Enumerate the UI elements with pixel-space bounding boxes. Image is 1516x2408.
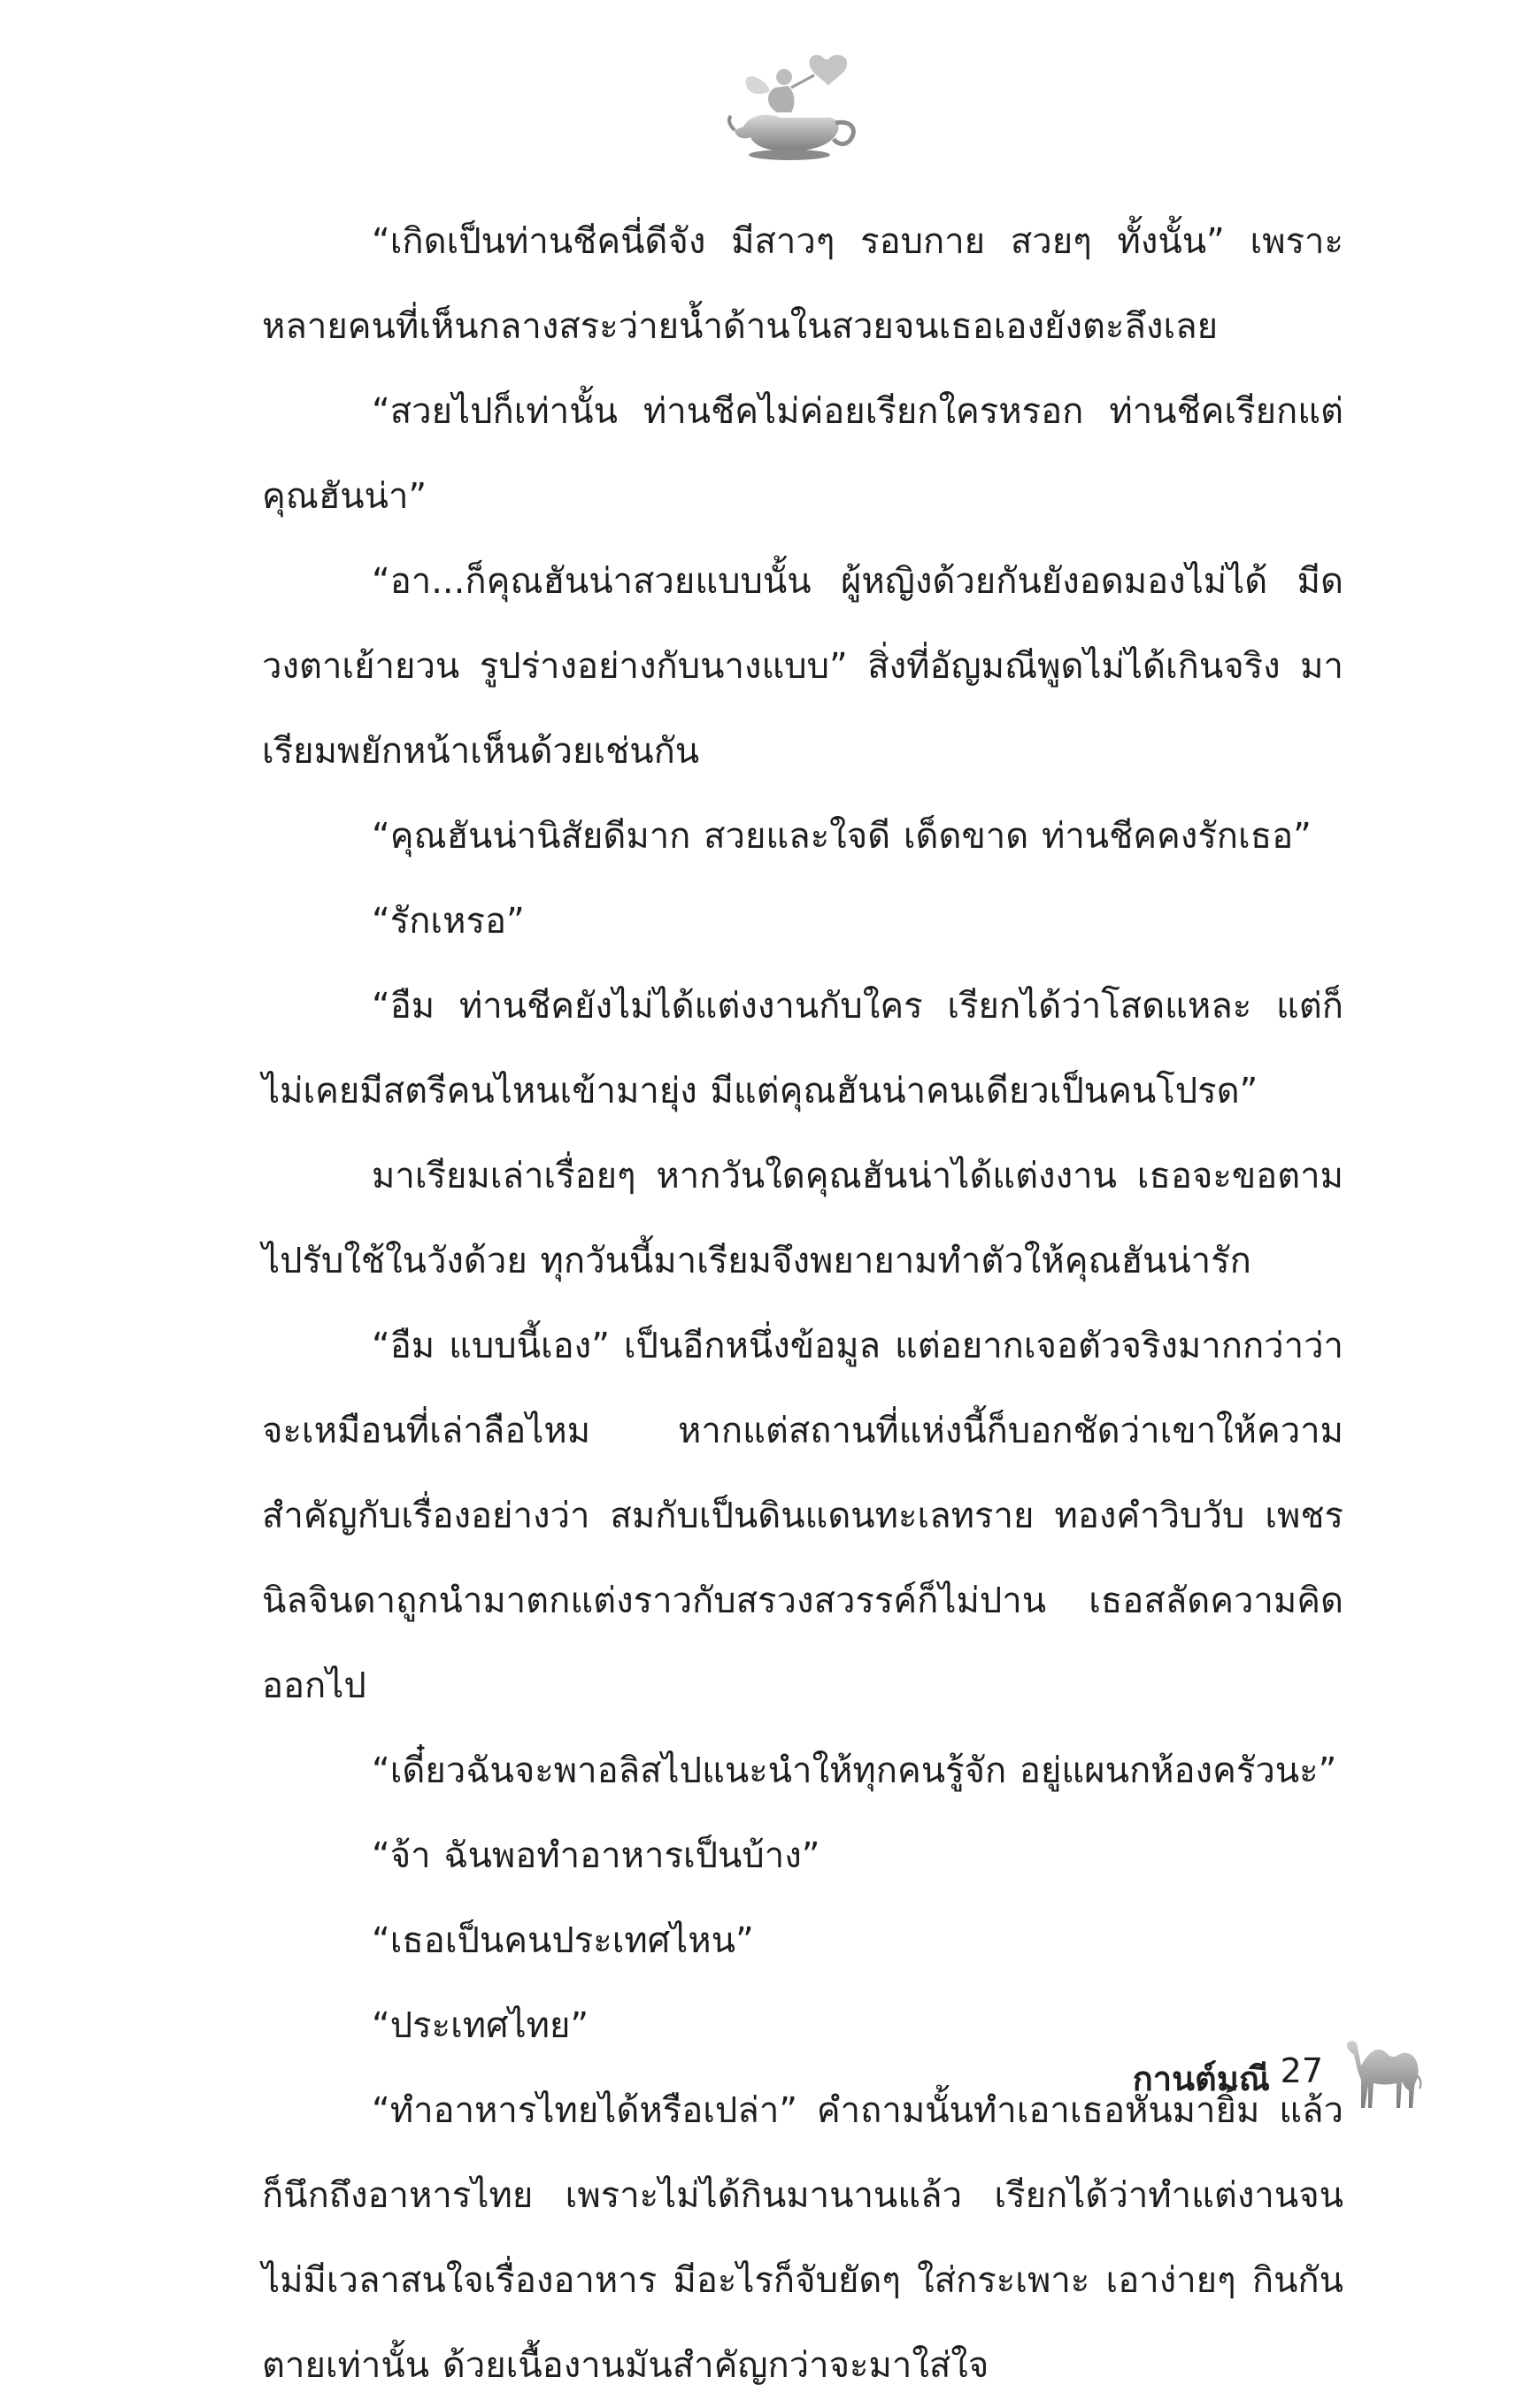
paragraph-10: “จ้า ฉันพอทำอาหารเป็นบ้าง” bbox=[372, 1835, 820, 1876]
paragraph-5: “รักเหรอ” bbox=[372, 901, 525, 942]
page-footer bbox=[965, 2027, 1425, 2124]
paragraph-3: “อา...ก็คุณฮันน่าสวยแบบนั้น ผู้หญิงด้วยกันยังอดมองไม่ได้ มีดวงตาเย้ายวน รูปร่างอย่างกับนางแบบ” สิ่งที่อัญมณีพูดไม่ได้เกินจริง มาเรียมพยักหน้าเห็นด้วยเช่นกัน bbox=[262, 561, 1343, 772]
book-title: กานต์มณี bbox=[1132, 2059, 1270, 2098]
paragraph-2: “สวยไปก็เท่านั้น ท่านชีคไม่ค่อยเรียกใครหรอก ท่านชีคเรียกแต่คุณฮันน่า” bbox=[262, 391, 1343, 517]
paragraph-11: “เธอเป็นคนประเทศไหน” bbox=[372, 1920, 754, 1961]
paragraph-4: “คุณฮันน่านิสัยดีมาก สวยและใจดี เด็ดขาด ท่านชีคคงรักเธอ” bbox=[372, 816, 1312, 857]
camel-icon bbox=[1336, 2027, 1425, 2115]
paragraph-13: “ทำอาหารไทยได้หรือเปล่า” คำถามนั้นทำเอาเธอหันมายิ้ม แล้วก็นึกถึงอาหารไทย เพราะไม่ได้กินมานานแล้ว เรียกได้ว่าทำแต่งานจนไม่มีเวลาสนใจเรื่องอาหาร มีอะไรก็จับยัดๆ ใส่กระเพาะ เอาง่ายๆ กินกันตายเท่านั้น ด้วยเนื้องานมันสำคัญกว่าจะมาใส่ใจ bbox=[262, 2090, 1343, 2386]
paragraph-8: “อืม แบบนี้เอง” เป็นอีกหนึ่งข้อมูล แต่อยากเจอตัวจริงมากกว่าว่าจะเหมือนที่เล่าลือไหม หากแต่สถานที่แห่งนี้ก็บอกชัดว่าเขาให้ความสำคัญกับเรื่องอย่างว่า สมกับเป็นดินแดนทะเลทราย ทองคำวิบวับ เพชรนิลจินดาถูกนำมาตกแต่งราวกับสรวงสวรรค์ก็ไม่ปาน เธอสลัดความคิดออกไป bbox=[262, 1326, 1343, 1706]
page-number: 27 bbox=[1280, 2051, 1323, 2090]
paragraph-6: “อืม ท่านชีคยังไม่ได้แต่งงานกับใคร เรียกได้ว่าโสดแหละ แต่ก็ไม่เคยมีสตรีคนไหนเข้ามายุ่ง มีแต่คุณฮันน่าคนเดียวเป็นคนโปรด” bbox=[262, 986, 1343, 1112]
paragraph-12: “ประเทศไทย” bbox=[372, 2005, 589, 2046]
paragraph-1: “เกิดเป็นท่านชีคนี่ดีจัง มีสาวๆ รอบกาย สวยๆ ทั้งนั้น” เพราะหลายคนที่เห็นกลางสระว่ายน้ำด้านในสวยจนเธอเองยังตะลึงเลย bbox=[262, 221, 1343, 347]
teapot-cupid-ornament-icon bbox=[726, 49, 867, 164]
paragraph-7: มาเรียมเล่าเรื่อยๆ หากวันใดคุณฮันน่าได้แต่งงาน เธอจะขอตามไปรับใช้ในวังด้วย ทุกวันนี้มาเรียมจึงพยายามทำตัวให้คุณฮันน่ารัก bbox=[262, 1156, 1343, 1281]
paragraph-9: “เดี๋ยวฉันจะพาอลิสไปแนะนำให้ทุกคนรู้จัก อยู่แผนกห้องครัวนะ” bbox=[372, 1750, 1337, 1791]
